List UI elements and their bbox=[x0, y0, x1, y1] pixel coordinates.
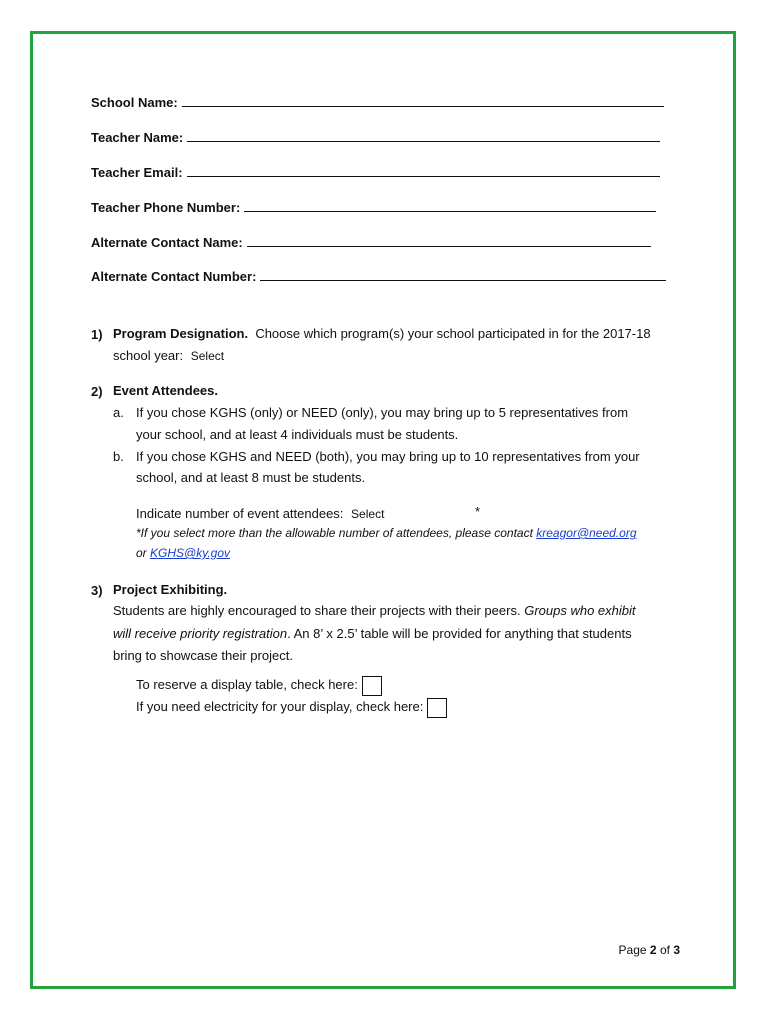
program-select[interactable]: Select bbox=[190, 349, 225, 363]
item-a-line-1: If you chose KGHS (only) or NEED (only), you may bring up to 5 representatives from bbox=[136, 405, 629, 420]
section-1-text: Choose which program(s) your school participated in for the 2017-18 bbox=[255, 326, 651, 341]
reserve-table-checkbox[interactable] bbox=[362, 676, 382, 696]
attendees-note bbox=[136, 523, 637, 544]
page-total: 3 bbox=[673, 943, 680, 957]
alt-contact-name-field[interactable] bbox=[91, 235, 651, 250]
item-b-line-2: school, and at least 8 must be students. bbox=[136, 470, 366, 485]
kghs-email-link[interactable]: KGHS@ky.gov bbox=[150, 546, 230, 560]
item-b-line-1: If you chose KGHS and NEED (both), you may bring up to 10 representatives from your bbox=[136, 449, 640, 464]
kreagor-email-link[interactable]: kreagor@need.org bbox=[536, 526, 637, 540]
section-3-line-3: bring to showcase their project. bbox=[113, 648, 293, 663]
section-1-number: 1) bbox=[91, 327, 103, 342]
teacher-name-input[interactable] bbox=[187, 140, 660, 142]
section-3-line-2 bbox=[113, 623, 632, 644]
teacher-phone-label: Teacher Phone Number: bbox=[91, 200, 241, 215]
page-word: Page bbox=[618, 943, 647, 957]
electricity-label: If you need electricity for your display, check here: bbox=[136, 699, 424, 714]
attendees-line bbox=[136, 503, 384, 525]
teacher-email-field[interactable] bbox=[91, 165, 660, 180]
section-3-line-1-plain: Students are highly encouraged to share their projects with their peers. bbox=[113, 603, 521, 618]
item-b-label: b. bbox=[113, 449, 124, 464]
teacher-email-label: Teacher Email: bbox=[91, 165, 183, 180]
attendees-asterisk: * bbox=[475, 504, 481, 519]
section-1-text-2: school year: bbox=[113, 348, 184, 363]
alt-contact-name-label: Alternate Contact Name: bbox=[91, 235, 243, 250]
section-3-line-2-italic: will receive priority registration bbox=[113, 626, 288, 641]
section-1-title: Program Designation. bbox=[113, 326, 249, 341]
page-of-word: of bbox=[659, 943, 670, 957]
section-1-line-2 bbox=[113, 345, 224, 367]
section-3-line-1 bbox=[113, 600, 635, 621]
school-name-label: School Name: bbox=[91, 95, 178, 110]
reserve-table-row bbox=[136, 673, 382, 697]
section-3-line-2-plain: . An 8’ x 2.5’ table will be provided for anything that students bbox=[287, 626, 632, 641]
item-a-label: a. bbox=[113, 405, 124, 420]
reserve-table-label: To reserve a display table, check here: bbox=[136, 677, 358, 692]
teacher-name-field[interactable] bbox=[91, 130, 660, 145]
page-current: 2 bbox=[649, 943, 657, 957]
teacher-phone-field[interactable] bbox=[91, 200, 656, 215]
attendees-select[interactable]: Select bbox=[351, 507, 385, 521]
section-1-line-1 bbox=[113, 323, 651, 344]
alt-contact-number-field[interactable] bbox=[91, 269, 666, 284]
attendees-note-or: or bbox=[136, 546, 147, 560]
electricity-checkbox[interactable] bbox=[427, 698, 447, 718]
alt-contact-number-input[interactable] bbox=[260, 279, 666, 281]
teacher-name-label: Teacher Name: bbox=[91, 130, 184, 145]
school-name-field[interactable] bbox=[91, 95, 664, 110]
electricity-row bbox=[136, 695, 447, 719]
attendees-note-2 bbox=[136, 543, 230, 564]
page-number bbox=[619, 943, 680, 957]
section-3-number: 3) bbox=[91, 583, 103, 598]
teacher-phone-input[interactable] bbox=[244, 210, 656, 212]
section-3-line-1-italic: Groups who exhibit bbox=[524, 603, 636, 618]
alt-contact-number-label: Alternate Contact Number: bbox=[91, 269, 257, 284]
alt-contact-name-input[interactable] bbox=[247, 245, 651, 247]
section-2-number: 2) bbox=[91, 384, 103, 399]
teacher-email-input[interactable] bbox=[187, 175, 660, 177]
attendees-note-text: *If you select more than the allowable number of attendees, please contact bbox=[136, 526, 533, 540]
school-name-input[interactable] bbox=[182, 105, 664, 107]
attendees-label: Indicate number of event attendees: bbox=[136, 506, 344, 521]
item-a-line-2: your school, and at least 4 individuals must be students. bbox=[136, 427, 459, 442]
section-3-title: Project Exhibiting. bbox=[113, 582, 228, 597]
section-2-title: Event Attendees. bbox=[113, 383, 218, 398]
